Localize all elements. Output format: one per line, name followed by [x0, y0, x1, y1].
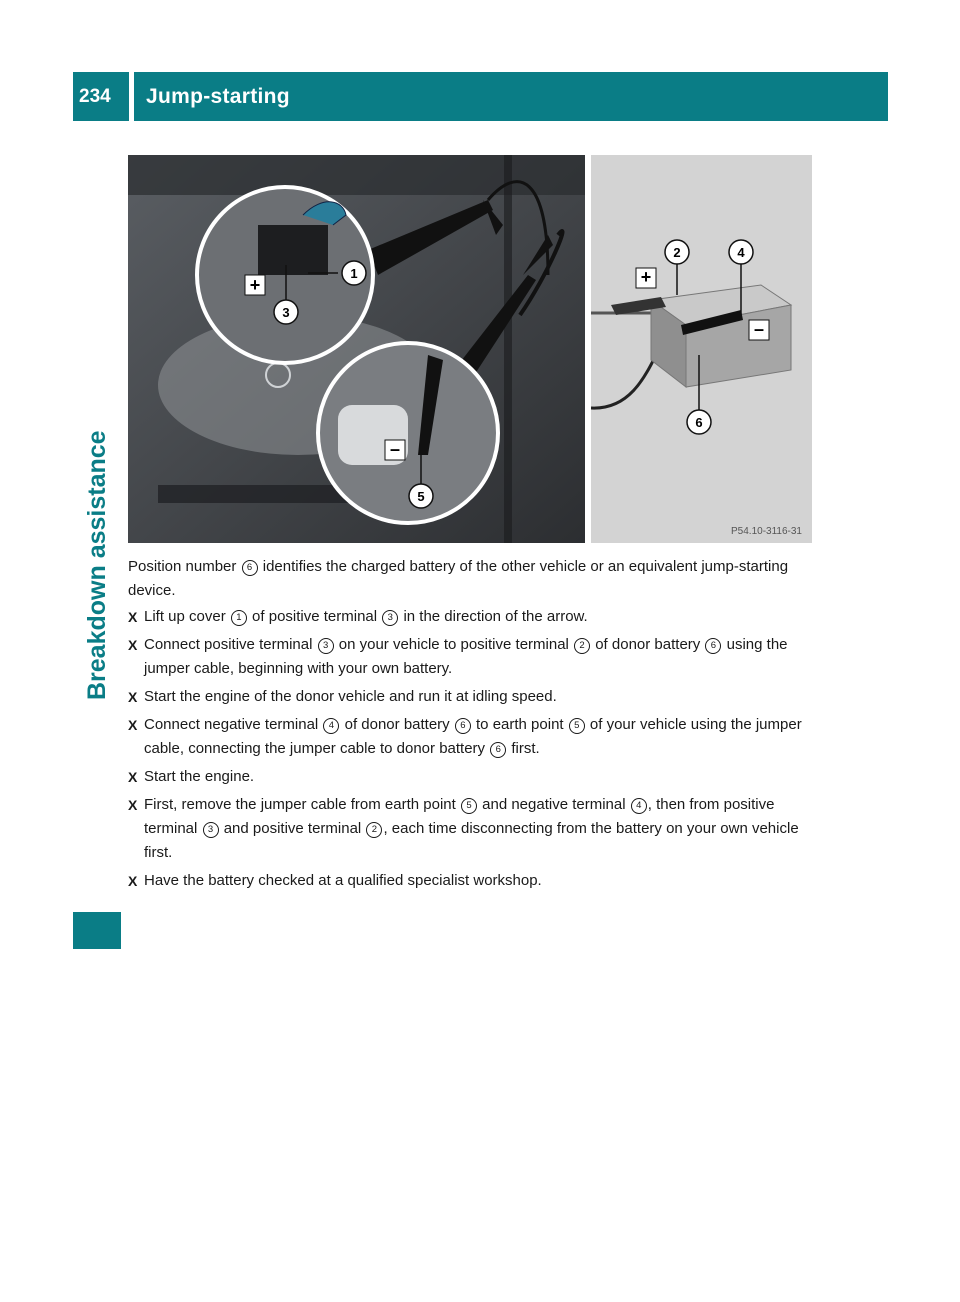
- position-number-2: 2: [574, 638, 590, 654]
- position-number-3: 3: [318, 638, 334, 654]
- donor-battery-svg: [591, 155, 812, 543]
- instructions: [128, 555, 818, 897]
- plus-sign-left: +: [249, 275, 261, 295]
- position-number-6: 6: [455, 718, 471, 734]
- engine-bay-drawing: [128, 155, 585, 543]
- header-divider: [129, 72, 134, 121]
- step-marker-icon: X: [128, 689, 138, 705]
- step-list: [128, 605, 818, 893]
- step-marker-icon: X: [128, 717, 138, 733]
- page-header: [73, 72, 888, 121]
- instruction-step: X Start the engine of the donor vehicle and run it at idling speed.: [128, 685, 818, 709]
- instruction-step: X Connect negative terminal 4 of donor battery 6 to earth point 5 of your vehicle using the jumper cable, connecting the jumper cable to donor battery 6 first.: [128, 713, 818, 761]
- chapter-side-label: Breakdown assistance: [83, 430, 111, 700]
- callout-3: 3: [282, 305, 290, 320]
- position-number-3: 3: [203, 822, 219, 838]
- figure-code: P54.10-3116-31: [731, 526, 802, 537]
- minus-sign-left: –: [389, 439, 401, 459]
- step-marker-icon: X: [128, 797, 138, 813]
- instruction-step: X Have the battery checked at a qualified specialist workshop.: [128, 869, 818, 893]
- position-number-6: 6: [705, 638, 721, 654]
- instruction-step: X Lift up cover 1 of positive terminal 3 in the direction of the arrow.: [128, 605, 818, 629]
- step-marker-icon: X: [128, 873, 138, 889]
- position-number-2: 2: [366, 822, 382, 838]
- position-number-5: 5: [569, 718, 585, 734]
- position-number-6: 6: [242, 560, 258, 576]
- position-number-5: 5: [461, 798, 477, 814]
- section-title: Jump-starting: [146, 84, 290, 108]
- jump-start-illustration: [128, 155, 812, 543]
- position-number-1: 1: [231, 610, 247, 626]
- position-number-4: 4: [323, 718, 339, 734]
- step-marker-icon: X: [128, 637, 138, 653]
- callout-2: 2: [673, 245, 681, 260]
- instruction-step: X Start the engine.: [128, 765, 818, 789]
- plus-sign-right: +: [640, 267, 652, 287]
- minus-sign-right: –: [753, 319, 765, 339]
- callout-6: 6: [695, 415, 703, 430]
- intro-paragraph: Position number 6 identifies the charged battery of the other vehicle or an equivalent jump-starting device.: [128, 558, 789, 599]
- position-number-4: 4: [631, 798, 647, 814]
- instruction-step: X Connect positive terminal 3 on your vehicle to positive terminal 2 of donor battery 6 using the jumper cable, beginning with your own battery.: [128, 633, 818, 681]
- callout-1: 1: [350, 266, 358, 281]
- step-marker-icon: X: [128, 769, 138, 785]
- callout-4: 4: [737, 245, 745, 260]
- step-marker-icon: X: [128, 609, 138, 625]
- instruction-step: X First, remove the jumper cable from earth point 5 and negative terminal 4 , then from positive terminal 3 and positive terminal 2 , each time disconnecting from the battery on your own vehicle first.: [128, 793, 818, 865]
- position-number-6: 6: [490, 742, 506, 758]
- donor-battery-drawing: [591, 155, 812, 543]
- chapter-side-marker: [73, 912, 121, 949]
- engine-bay-photo: [128, 155, 585, 543]
- page-number: 234: [79, 85, 111, 107]
- position-number-3: 3: [382, 610, 398, 626]
- callout-5: 5: [417, 489, 425, 504]
